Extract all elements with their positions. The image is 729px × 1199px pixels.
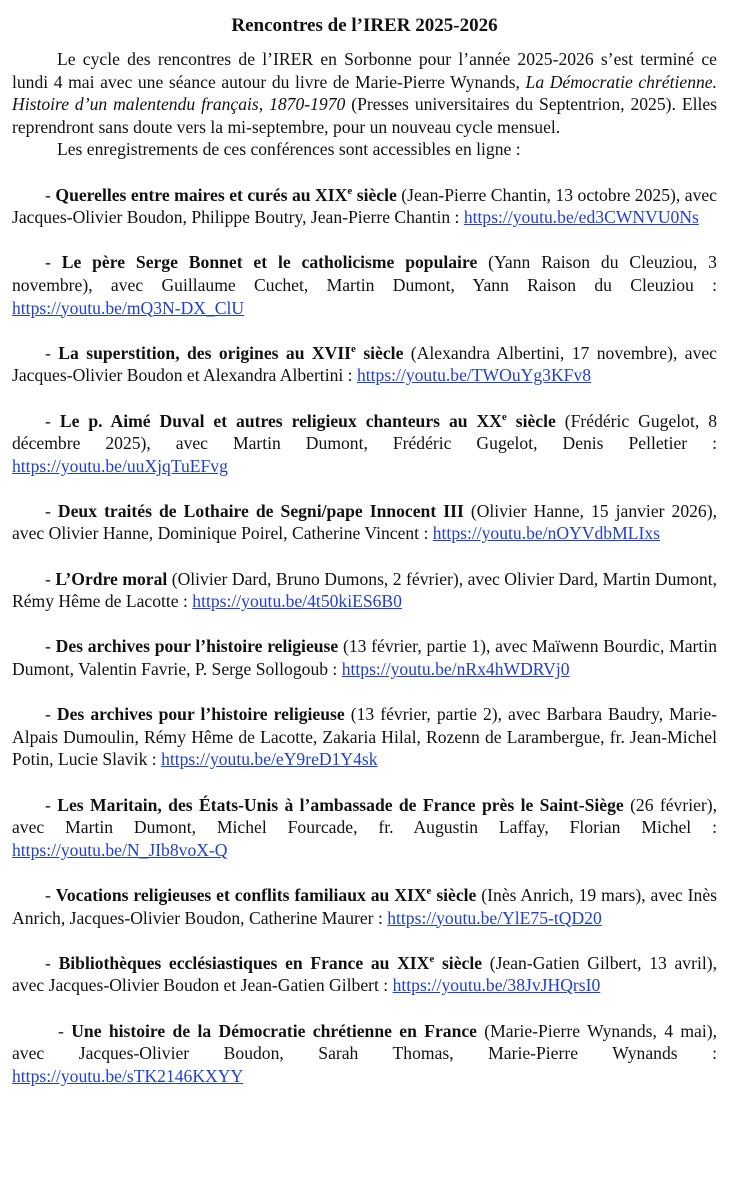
entry-details: (Yann Raison du Cleuziou, 3 novembre), avec Guillaume Cuchet, Martin Dumont, Yann Raison du Cleuziou :: [12, 252, 717, 295]
entry-details: (Jean-Pierre Chantin, 13 octobre 2025), avec Jacques-Olivier Boudon, Philippe Boutry, Jean-Pierre Chantin :: [12, 184, 717, 228]
entry-dash: -: [45, 704, 57, 725]
conference-entry: [12, 568, 717, 613]
conference-entry: [12, 952, 717, 997]
entry-details: (Inès Anrich, 19 mars), avec Inès Anrich, Jacques-Olivier Boudon, Catherine Maurer :: [12, 884, 717, 928]
century-superscript: e: [501, 410, 507, 423]
century-superscript: e: [426, 885, 432, 898]
conference-list: [12, 184, 717, 1088]
conference-entry: [12, 500, 717, 545]
entry-title-text: Bibliothèques ecclésiastiques en France au XIX: [58, 952, 430, 973]
youtube-link[interactable]: https://youtu.be/nOYVdbMLIxs: [432, 523, 660, 544]
entry-dash: -: [45, 252, 62, 273]
entry-title-text: Une histoire de la Démocratie chrétienne en France: [71, 1020, 477, 1041]
book-title: La Démocratie chrétienne. Histoire d’un malentendu français, 1870-1970: [12, 71, 717, 115]
entry-title-end: siècle: [506, 410, 556, 431]
entry-details: (Olivier Dard, Bruno Dumons, 2 février), avec Olivier Dard, Martin Dumont, Rémy Hême de Lacotte :: [12, 568, 717, 612]
entry-title: [55, 185, 396, 205]
entry-details: (Jean-Gatien Gilbert, 13 avril), avec Jacques-Olivier Boudon et Jean-Gatien Gilbert :: [12, 952, 717, 996]
entry-details: (13 février, partie 1), avec Maïwenn Bourdic, Martin Dumont, Valentin Favrie, P. Serge Sollogoub :: [12, 636, 717, 680]
intro-online-note: Les enregistrements de ces conférences sont accessibles en ligne :: [57, 139, 521, 160]
entry-title: [57, 795, 623, 815]
century-superscript: e: [429, 952, 435, 965]
conference-entry: [12, 1020, 717, 1088]
youtube-link[interactable]: https://youtu.be/eY9reD1Y4sk: [161, 749, 378, 770]
entry-title: [55, 569, 167, 589]
entry-title: [59, 953, 482, 973]
entry-title: [71, 1021, 477, 1041]
conference-entry: [12, 342, 717, 387]
entry-details: (Olivier Hanne, 15 janvier 2026), avec Olivier Hanne, Dominique Poirel, Catherine Vincent :: [12, 500, 717, 544]
intro-paragraph: [12, 48, 717, 138]
entry-details: (13 février, partie 2), avec Barbara Baudry, Marie-Alpais Dumoulin, Rémy Hême de Lacotte, Zakaria Hilal, Rozenn de Larambergue, fr. Jean-Michel Potin, Lucie Slavik :: [12, 704, 718, 770]
entry-dash: -: [45, 884, 56, 905]
entry-title-text: Le père Serge Bonnet et le catholicisme populaire: [61, 252, 478, 273]
conference-entry: [12, 251, 717, 319]
entry-title-text: Vocations religieuses et conflits familiaux au XIX: [55, 884, 427, 905]
entry-dash: -: [45, 342, 59, 363]
entry-title: [57, 704, 345, 724]
youtube-link[interactable]: https://youtu.be/sTK2146KXYY: [12, 1065, 244, 1086]
entry-title-text: Des archives pour l’histoire religieuse: [55, 636, 339, 657]
entry-title-text: Des archives pour l’histoire religieuse: [56, 704, 345, 725]
conference-entry: [12, 794, 717, 862]
century-superscript: e: [347, 184, 353, 197]
entry-title-text: Les Maritain, des États-Unis à l’ambassade de France près le Saint-Siège: [57, 794, 624, 815]
entry-title-text: L’Ordre moral: [55, 568, 168, 589]
entry-title: [56, 885, 477, 905]
youtube-link[interactable]: https://youtu.be/TWOuYg3KFv8: [356, 365, 592, 386]
youtube-link[interactable]: https://youtu.be/YlE75-tQD20: [387, 907, 602, 928]
youtube-link[interactable]: https://youtu.be/mQ3N-DX_ClU: [12, 297, 245, 318]
youtube-link[interactable]: https://youtu.be/4t50kiES6B0: [192, 591, 402, 612]
conference-entry: [12, 884, 717, 929]
entry-dash: -: [45, 410, 60, 431]
entry-title-end: siècle: [434, 952, 483, 973]
entry-details: (Frédéric Gugelot, 8 décembre 2025), avec Martin Dumont, Frédéric Gugelot, Denis Pelletier :: [12, 410, 718, 454]
youtube-link[interactable]: https://youtu.be/ed3CWNVU0Ns: [463, 207, 699, 228]
entry-dash: -: [45, 568, 56, 589]
youtube-link[interactable]: https://youtu.be/38JvJHQrsI0: [392, 975, 601, 996]
conference-entry: [12, 410, 717, 478]
conference-entry: [12, 703, 717, 771]
entry-title: [62, 252, 478, 272]
entry-details: (26 février), avec Martin Dumont, Michel Fourcade, fr. Augustin Laffay, Florian Michel :: [12, 794, 718, 838]
entry-title-text: Deux traités de Lothaire de Segni/pape Innocent III: [57, 500, 464, 521]
intro-text-a: Le cycle des rencontres de l’IRER en Sorbonne pour l’année 2025-2026 s’est terminé ce lundi 4 mai avec une séance autour du livre de Marie-Pierre Wynands,: [12, 49, 717, 92]
youtube-link[interactable]: https://youtu.be/N_JIb8voX-Q: [12, 839, 228, 860]
entry-dash: -: [45, 636, 56, 657]
entry-dash: -: [58, 1020, 72, 1041]
entry-details: (Marie-Pierre Wynands, 4 mai), avec Jacques-Olivier Boudon, Sarah Thomas, Marie-Pierre Wynands :: [12, 1020, 717, 1064]
entry-title: [60, 411, 556, 431]
intro-section: [12, 48, 717, 161]
entry-title-end: siècle: [355, 342, 404, 363]
entry-dash: -: [45, 794, 58, 815]
century-superscript: e: [351, 342, 356, 355]
entry-title: [58, 343, 403, 363]
entry-title: [56, 636, 339, 656]
entry-title-end: siècle: [431, 884, 477, 905]
entry-details: (Alexandra Albertini, 17 novembre), avec Jacques-Olivier Boudon et Alexandra Albertini :: [12, 342, 717, 386]
youtube-link[interactable]: https://youtu.be/nRx4hWDRVj0: [341, 659, 570, 680]
conference-entry: [12, 184, 717, 229]
entry-title-text: Le p. Aimé Duval et autres religieux chanteurs au XX: [59, 410, 502, 431]
entry-dash: -: [45, 500, 58, 521]
entry-title-text: La superstition, des origines au XVII: [58, 342, 352, 363]
entry-title-text: Querelles entre maires et curés au XIX: [55, 184, 348, 205]
conference-entry: [12, 635, 717, 680]
entry-dash: -: [45, 184, 56, 205]
intro-text-b: (Presses universitaires du Septentrion, 2025). Elles reprendront sans doute vers la mi-septembre, pour un nouveau cycle mensuel.: [12, 94, 718, 137]
page-title: Rencontres de l’IRER 2025-2026: [231, 15, 498, 36]
youtube-link[interactable]: https://youtu.be/uuXjqTuEFvg: [12, 455, 228, 476]
entry-title: [58, 501, 464, 521]
entry-dash: -: [45, 952, 59, 973]
entry-title-end: siècle: [352, 184, 397, 205]
